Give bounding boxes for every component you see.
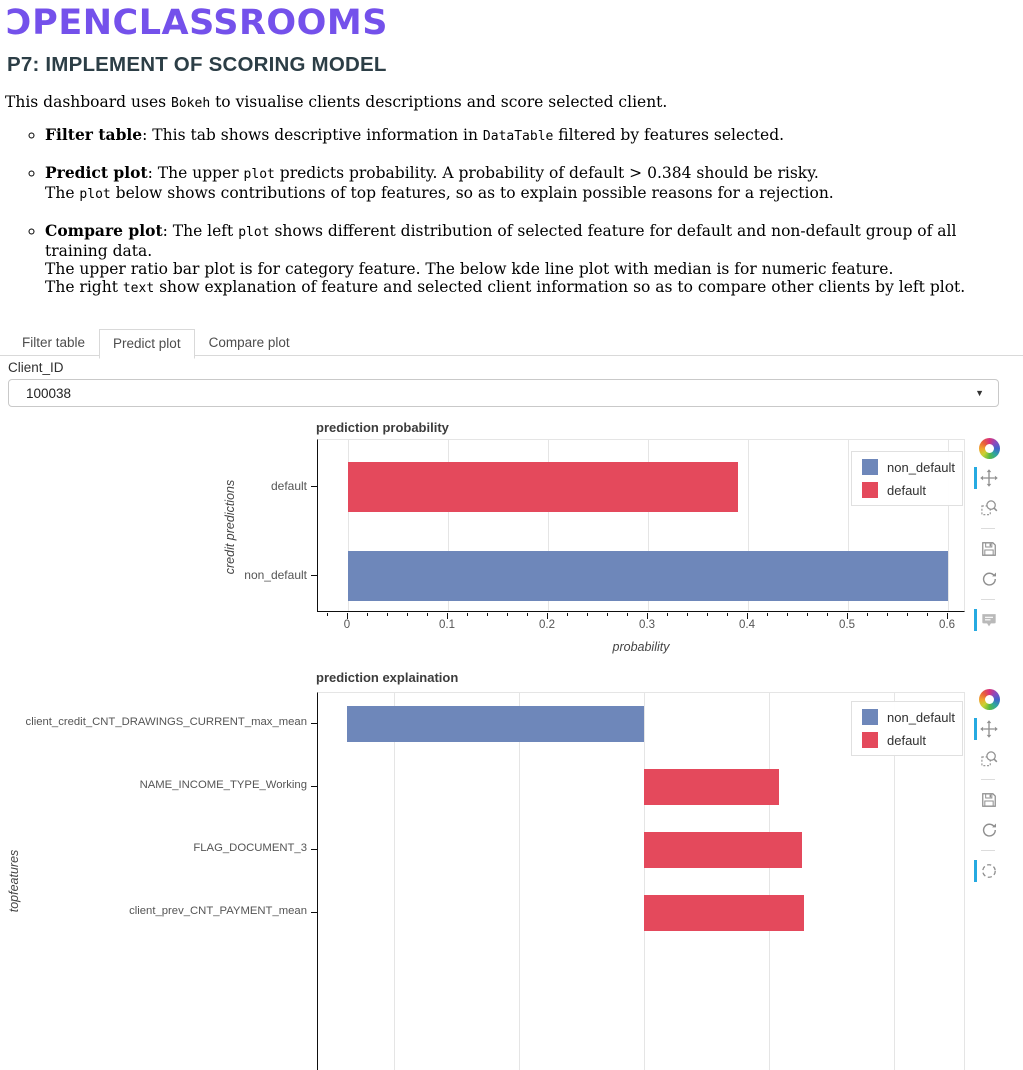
toolbar-separator — [981, 850, 995, 851]
chart-title: prediction explaination — [316, 670, 459, 685]
y-axis-tick — [311, 849, 317, 850]
category-label: FLAG_DOCUMENT_3 — [193, 841, 307, 854]
legend-label: non_default — [887, 459, 955, 475]
inline-code: Bokeh — [171, 96, 211, 111]
text-segment: The upper ratio bar plot is for category feature. The below kde line plot with median is for numeric feature. — [45, 260, 894, 278]
text-segment: The right — [45, 278, 123, 296]
y-axis-label: credit predictions — [223, 479, 237, 575]
legend — [851, 701, 963, 756]
y-axis-tick — [311, 723, 317, 724]
tab-filter-table[interactable]: Filter table — [22, 335, 86, 350]
tick-label: 0.1 — [439, 619, 455, 631]
category-label: NAME_INCOME_TYPE_Working — [139, 778, 307, 791]
tab-compare-plot[interactable]: Compare plot — [208, 335, 290, 350]
gridline — [394, 693, 395, 1070]
y-axis-tick — [311, 786, 317, 787]
crosshair-tool-icon[interactable] — [974, 860, 1001, 882]
inline-code: plot — [79, 187, 111, 202]
tab-predict-plot[interactable]: Predict plot — [99, 329, 195, 359]
text-segment: shows different distribution of selected feature for default and non-default group of all training data. — [45, 222, 957, 260]
text-segment: show explanation of feature and selected client information so as to compare other clients by left plot. — [154, 278, 966, 296]
y-axis-label: topfeatures — [7, 849, 21, 913]
inline-code: text — [122, 281, 155, 296]
page-title: P7: IMPLEMENT OF SCORING MODEL — [7, 53, 387, 76]
text-segment: The — [45, 184, 80, 202]
inline-code: plot — [238, 225, 270, 240]
bar-NAME_INCOME_TYPE_Working — [644, 769, 779, 805]
bokeh-logo[interactable] — [974, 688, 1001, 710]
bar-client_credit_CNT_DRAWINGS_CURRENT_max_mean — [347, 706, 645, 742]
legend-label: default — [887, 732, 927, 748]
bokeh-toolbar — [974, 688, 1001, 882]
category-label: non_default — [244, 567, 307, 582]
tick-label: 0.3 — [639, 619, 655, 631]
legend-label: default — [887, 482, 927, 498]
inline-code: plot — [243, 167, 275, 182]
toolbar-separator — [981, 779, 995, 780]
pan-tool-icon[interactable] — [974, 718, 1001, 740]
text-segment: to visualise clients descriptions and score selected client. — [210, 93, 668, 111]
bar-client_prev_CNT_PAYMENT_mean — [644, 895, 804, 931]
text-segment: : The upper — [147, 164, 244, 182]
category-label: client_prev_CNT_PAYMENT_mean — [129, 904, 307, 917]
tick-label: 0.6 — [939, 619, 955, 631]
text-segment: This dashboard uses — [5, 93, 172, 111]
bokeh-logo-ring — [979, 689, 1000, 710]
text-segment: Filter table — [45, 125, 143, 144]
text-segment: Compare plot — [45, 221, 163, 240]
openclassrooms-logo: ƆPENCLASSROOMS — [6, 3, 388, 43]
bar-FLAG_DOCUMENT_3 — [644, 832, 802, 868]
gridline — [644, 693, 645, 1070]
box-zoom-tool-icon[interactable] — [974, 748, 1001, 770]
tick-label: 0.2 — [539, 619, 555, 631]
chevron-down-icon: ▼ — [975, 388, 984, 398]
save-tool-icon[interactable] — [974, 789, 1001, 811]
text-segment: : This tab shows descriptive information in — [142, 126, 483, 144]
chart-title: prediction probability — [316, 420, 449, 435]
reset-tool-icon[interactable] — [974, 819, 1001, 841]
y-axis-tick — [311, 912, 317, 913]
client-id-value: 100038 — [26, 385, 72, 401]
legend-item — [862, 732, 952, 748]
legend-label: non_default — [887, 709, 955, 725]
legend-swatch — [862, 732, 878, 748]
text-segment: below shows contributions of top features, so as to explain possible reasons for a rejection. — [110, 184, 834, 202]
gridline — [769, 693, 770, 1070]
text-segment: filtered by features selected. — [553, 126, 785, 144]
x-axis-label: probability — [612, 640, 670, 654]
tick-label: 0.4 — [739, 619, 755, 631]
tick-label: 0.5 — [839, 619, 855, 631]
category-label: default — [270, 478, 307, 493]
text-segment: Predict plot — [45, 163, 148, 182]
inline-code: DataTable — [482, 129, 554, 144]
tick-label: 0 — [343, 619, 351, 631]
gridline — [519, 693, 520, 1070]
legend-item — [862, 709, 955, 725]
legend-swatch — [862, 709, 878, 725]
client-id-label: Client_ID — [8, 360, 64, 375]
category-label: client_credit_CNT_DRAWINGS_CURRENT_max_mean — [25, 715, 307, 728]
tab-bar — [8, 328, 304, 358]
text-segment: : The left — [162, 222, 239, 240]
text-segment: predicts probability. A probability of default > 0.384 should be risky. — [274, 164, 819, 182]
